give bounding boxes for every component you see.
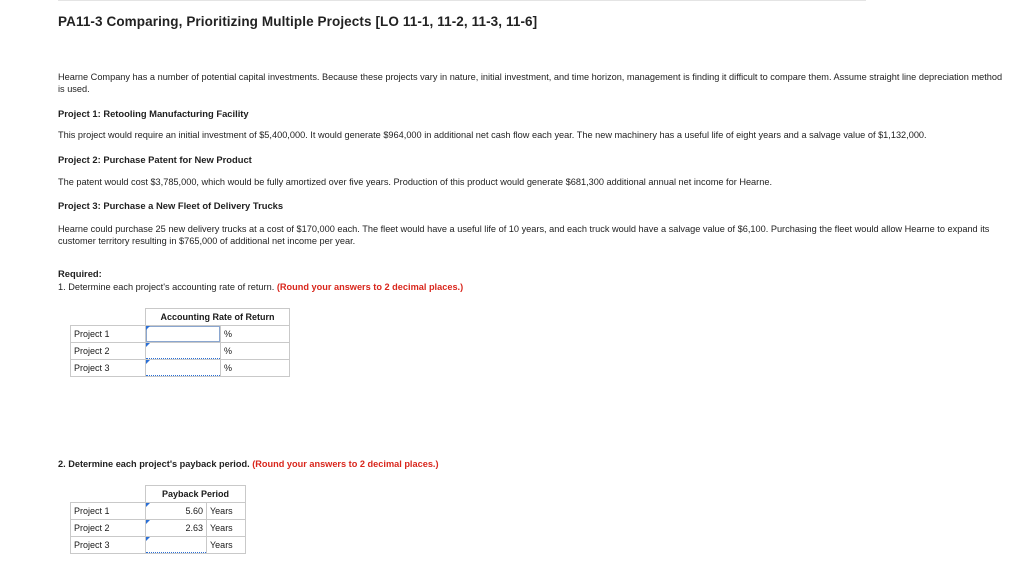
arr-input-project3[interactable] (146, 360, 221, 377)
unit-label: Years (207, 503, 246, 520)
input-flag-icon (146, 520, 150, 524)
top-divider (58, 0, 866, 1)
project2-heading: Project 2: Purchase Patent for New Product (58, 154, 252, 165)
row-label: Project 3 (71, 360, 146, 377)
required-label: Required: (58, 268, 102, 279)
input-flag-icon (146, 343, 150, 347)
payback-input-project2[interactable]: 2.63 (146, 520, 207, 537)
project2-text: The patent would cost $3,785,000, which would be fully amortized over five years. Production of this product would generate $681,300 additional annual net income for Hearne. (58, 177, 773, 187)
unit-label: % (221, 360, 290, 377)
table-row (71, 343, 290, 360)
payback-corner (71, 486, 146, 503)
input-flag-icon (146, 360, 150, 364)
row-label: Project 1 (71, 503, 146, 520)
table-row (71, 503, 246, 520)
payback-table (70, 485, 246, 554)
project3-text: Hearne could purchase 25 new delivery trucks at a cost of $170,000 each. The fleet would have a useful life of 10 years, and each truck would have a salvage value of $6,100. Purchasing the fleet would allow Hearne to expand its customer territory resulting in $765,000 of additional net income per year. (58, 224, 990, 246)
question-1-text: 1. Determine each project's accounting rate of return. (58, 282, 275, 292)
row-label: Project 1 (71, 326, 146, 343)
input-flag-icon (146, 503, 150, 507)
payback-input-project3[interactable] (146, 537, 207, 554)
arr-input-project1[interactable] (146, 326, 221, 343)
question-1 (58, 281, 758, 293)
project1-heading: Project 1: Retooling Manufacturing Facility (58, 108, 249, 119)
arr-input-project2[interactable] (146, 343, 221, 360)
question-2 (58, 458, 758, 470)
row-label: Project 2 (71, 343, 146, 360)
project1-text: This project would require an initial investment of $5,400,000. It would generate $964,000 in additional net cash flow each year. The new machinery has a useful life of eight years and a salvage value of $1,132,000. (58, 130, 927, 140)
table-row (71, 326, 290, 343)
unit-label: % (221, 343, 290, 360)
question-2-note: (Round your answers to 2 decimal places.) (252, 459, 439, 469)
question-2-text: 2. Determine each project's payback period. (58, 459, 250, 469)
arr-corner (71, 309, 146, 326)
project3-heading: Project 3: Purchase a New Fleet of Delivery Trucks (58, 200, 284, 211)
arr-table (70, 308, 290, 377)
unit-label: Years (207, 520, 246, 537)
intro-paragraph: Hearne Company has a number of potential capital investments. Because these projects vary in nature, initial investment, and time horizon, management is finding it difficult to compare them. Assume straight line depreciation method is used. (58, 72, 1003, 94)
question-1-note: (Round your answers to 2 decimal places.) (276, 282, 464, 292)
page-title: PA11-3 Comparing, Prioritizing Multiple Projects [LO 11-1, 11-2, 11-3, 11-6] (58, 14, 538, 29)
unit-label: Years (207, 537, 246, 554)
table-row (71, 537, 246, 554)
arr-header: Accounting Rate of Return (146, 309, 290, 326)
unit-label: % (221, 326, 290, 343)
table-row (71, 520, 246, 537)
payback-header: Payback Period (146, 486, 246, 503)
input-flag-icon (146, 326, 150, 330)
row-label: Project 2 (71, 520, 146, 537)
input-flag-icon (146, 537, 150, 541)
payback-input-project1[interactable]: 5.60 (146, 503, 207, 520)
table-row (71, 360, 290, 377)
row-label: Project 3 (71, 537, 146, 554)
